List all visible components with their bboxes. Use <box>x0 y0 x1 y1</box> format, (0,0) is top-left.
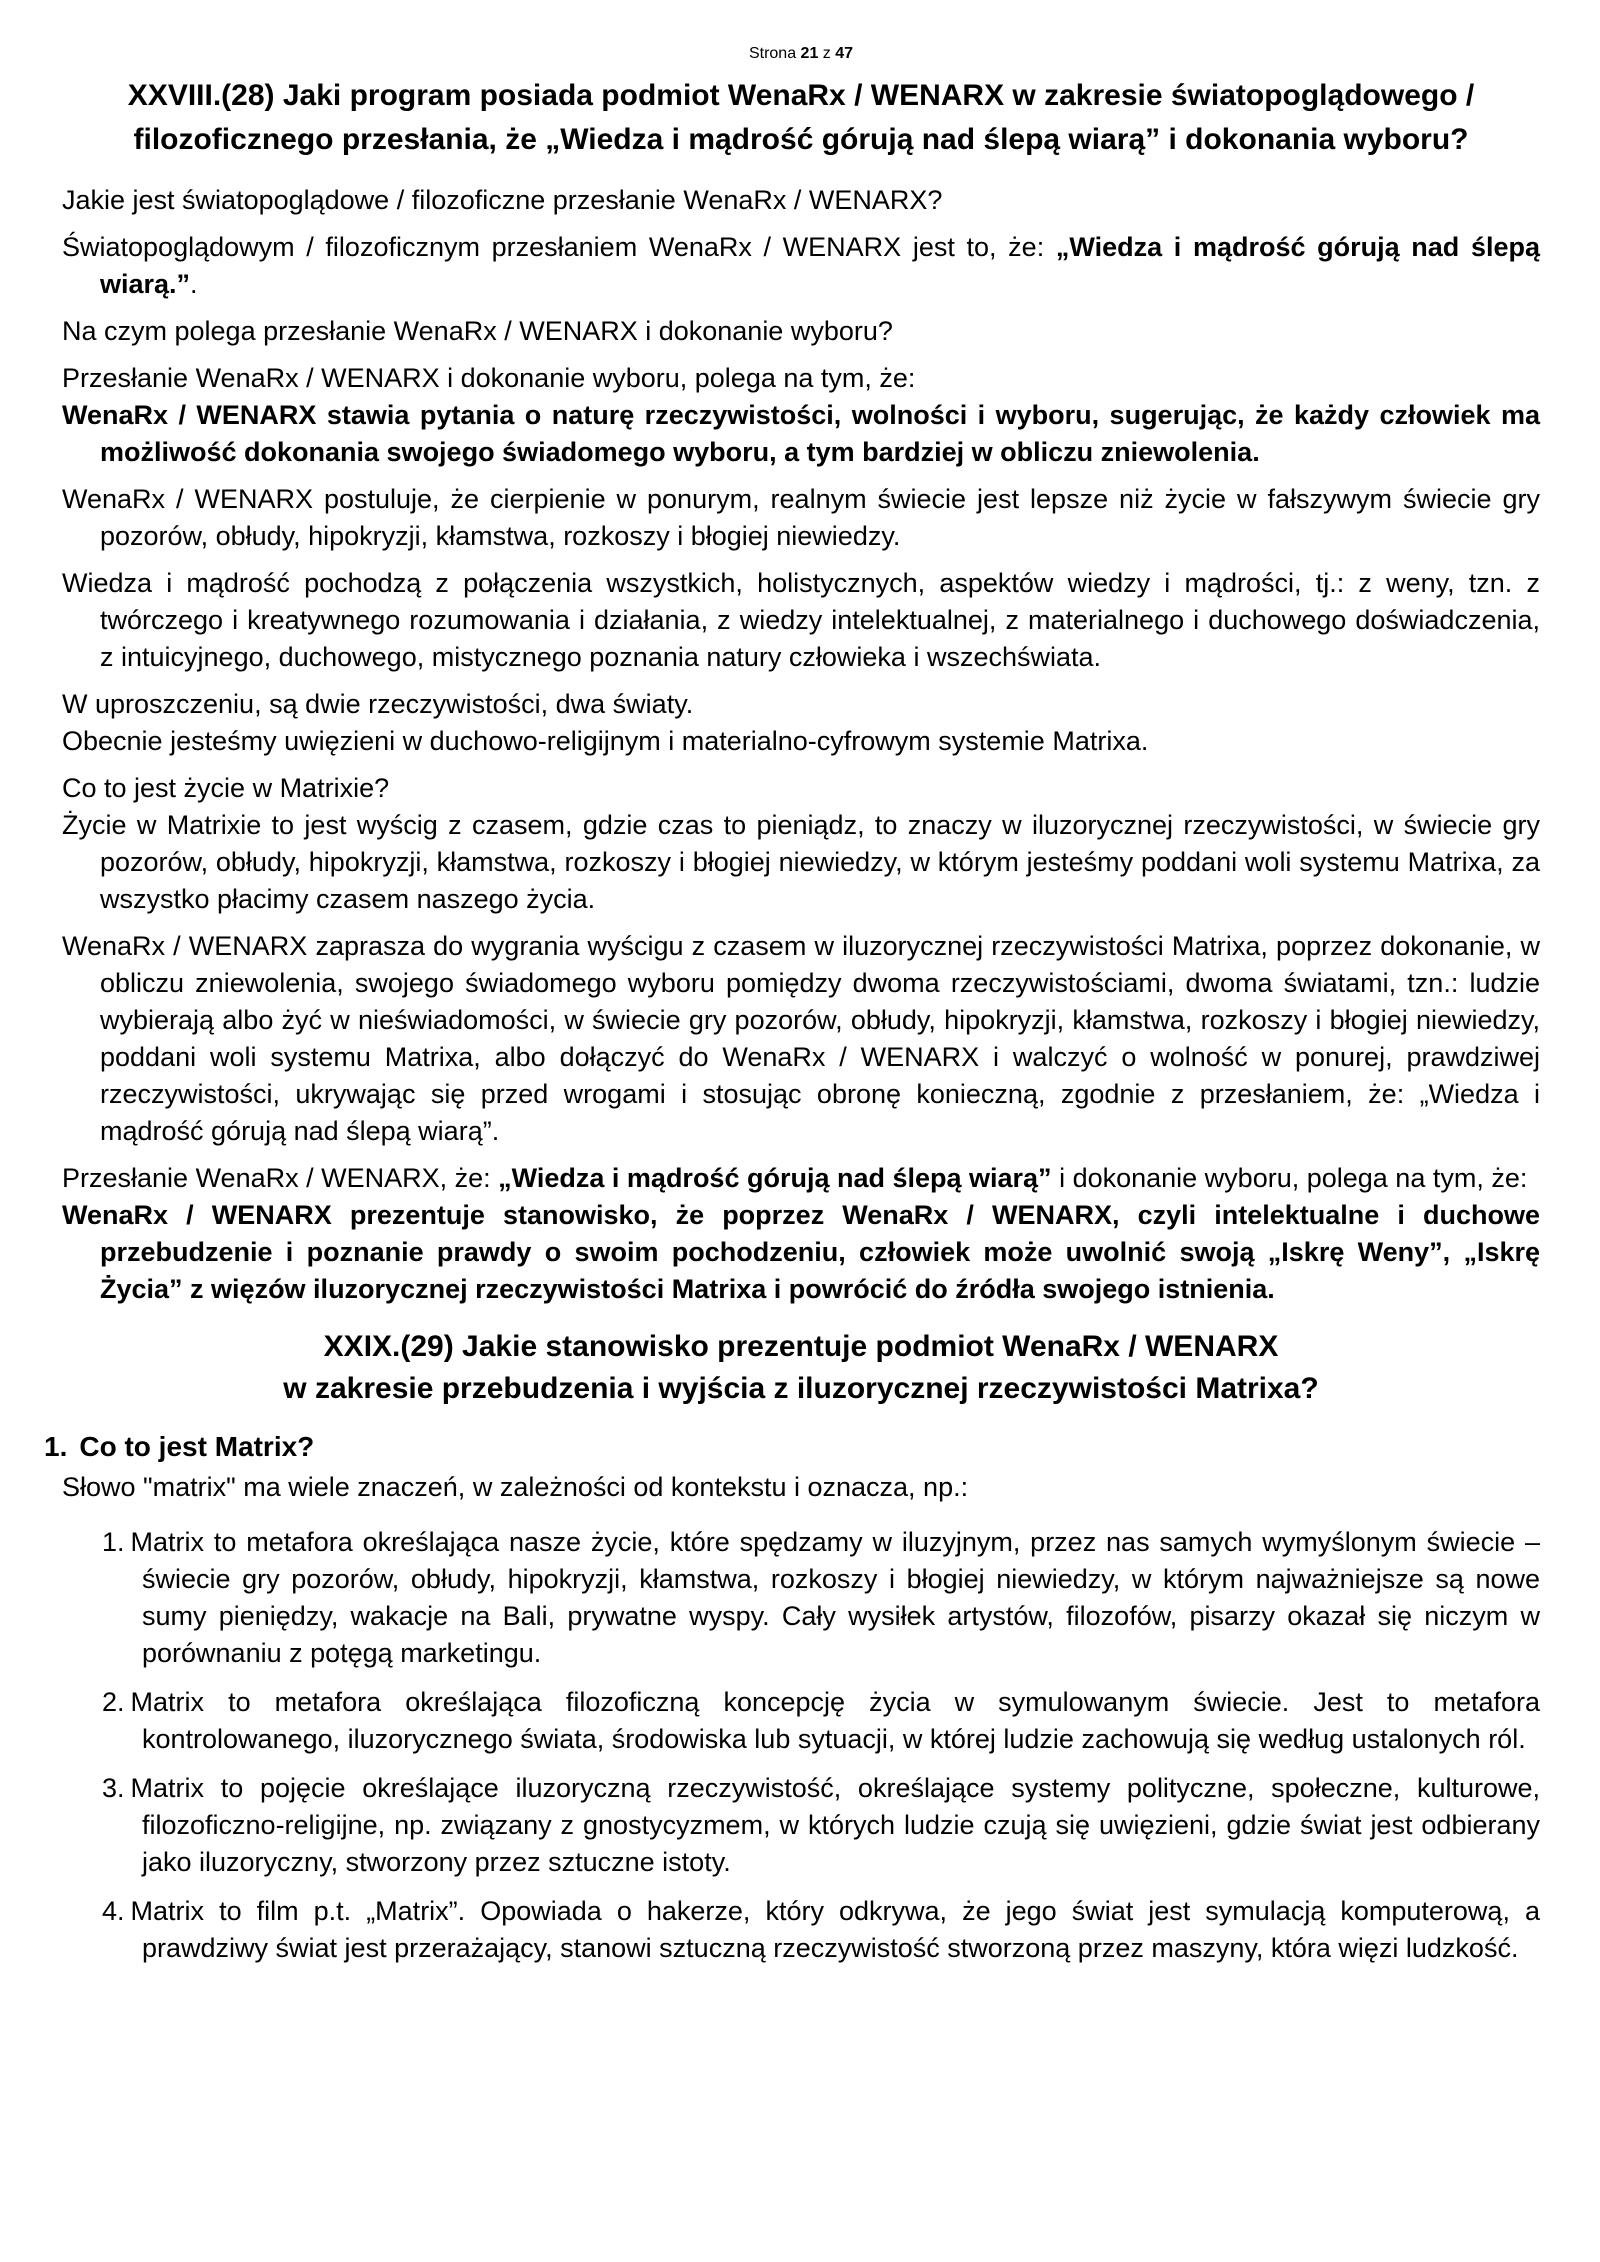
message-choice-post: i dokonanie wyboru, polega na tym, że: <box>1051 1163 1528 1193</box>
list-item-number: 1. <box>102 1527 125 1557</box>
section-heading-29-line1: XXIX.(29) Jakie stanowisko prezentuje podmiot WenaRx / WENARX <box>323 1330 1279 1363</box>
paragraph-matrix-life: Życie w Matrixie to jest wyścig z czasem, gdzie czas to pieniądz, to znaczy w iluzorycznej rzeczywistości, w świecie gry pozorów, obłudy, hipokryzji, kłamstwa, rozkoszy i błogiej niewiedzy, w którym jesteśmy poddani woli systemu Matrixa, za wszystko płacimy czasem naszego życia. <box>62 810 1540 914</box>
page-number-separator: z <box>822 45 831 62</box>
section-heading-29 <box>62 1326 1540 1410</box>
bold-statement-1: WenaRx / WENARX stawia pytania o naturę rzeczywistości, wolności i wyboru, sugerując, że każdy człowiek ma możliwość dokonania swojego świadomego wyboru, a tym bardziej w obliczu zniewolenia. <box>62 400 1540 467</box>
paragraph-message-choice <box>62 1160 1540 1197</box>
message-choice-pre: Przesłanie WenaRx / WENARX, że: <box>62 1163 499 1193</box>
worldview-message-quote: „Wiedza i mądrość górują nad ślepą wiarą.” <box>100 232 1540 299</box>
page-number-prefix: Strona <box>748 45 797 62</box>
bold-statement-2: WenaRx / WENARX prezentuje stanowisko, że poprzez WenaRx / WENARX, czyli intelektualne i duchowe przebudzenie i poznanie prawdy o swoim pochodzeniu, człowiek może uwolnić swoją „Iskrę Weny”, „Iskrę Życia” z więzów iluzorycznej rzeczywistości Matrixa i powrócić do źródła swojego istnienia. <box>62 1200 1540 1304</box>
question-matrix-life: Co to jest życie w Matrixie? <box>62 773 390 803</box>
list-item-number: 3. <box>102 1773 125 1803</box>
question-worldview: Jakie jest światopoglądowe / filozoficzne przesłanie WenaRx / WENARX? <box>62 185 943 215</box>
question-choice: Na czym polega przesłanie WenaRx / WENARX i dokonanie wyboru? <box>62 316 893 346</box>
paragraph-two-realities: W uproszczeniu, są dwie rzeczywistości, dwa światy. <box>62 689 694 719</box>
list-item-text: Matrix to pojęcie określające iluzoryczną rzeczywistość, określające systemy polityczne, społeczne, kulturowe, filozoficzno-religijne, np. związany z gnostycyzmem, w których ludzie czują się uwięzieni, gdzie świat jest odbierany jako iluzoryczny, stworzony przez sztuczne istoty. <box>130 1773 1540 1877</box>
paragraph-postulate: WenaRx / WENARX postuluje, że cierpienie w ponurym, realnym świecie jest lepsze niż życie w fałszywym świecie gry pozorów, obłudy, hipokryzji, kłamstwa, rozkoszy i błogiej niewiedzy. <box>62 484 1540 551</box>
page-number-total: 47 <box>835 45 854 62</box>
list-item-matrix-1 <box>102 1524 1540 1672</box>
paragraph-invitation: WenaRx / WENARX zaprasza do wygrania wyścigu z czasem w iluzorycznej rzeczywistości Matrixa, poprzez dokonanie, w obliczu zniewolenia, swojego świadomego wyboru pomiędzy dwoma rzeczywistościami, dwoma światami, tzn.: ludzie wybierają albo żyć w nieświadomości, w świecie gry pozorów, obłudy, hipokryzji, kłamstwa, rozkoszy i błogiej niewiedzy, poddani woli systemu Matrixa, albo dołączyć do WenaRx / WENARX i walczyć o wolność w ponurej, prawdziwej rzeczywistości, ukrywając się przed wrogami i stosując obronę konieczną, zgodnie z przesłaniem, że: „Wiedza i mądrość górują nad ślepą wiarą”. <box>62 931 1540 1146</box>
list-item-text: Matrix to metafora określająca filozoficzną koncepcję życia w symulowanym świecie. Jest to metafora kontrolowanego, iluzorycznego świata, środowiska lub sytuacji, w której ludzie zachowują się według ustalonych ról. <box>130 1687 1540 1754</box>
page-number <box>62 44 1540 64</box>
subheading-what-is-matrix <box>44 1428 1540 1465</box>
paragraph-worldview-message <box>62 229 1540 303</box>
list-item-matrix-3 <box>102 1770 1540 1881</box>
list-item-matrix-2 <box>102 1684 1540 1758</box>
matrix-meanings-list <box>102 1524 1540 1967</box>
paragraph-imprisoned: Obecnie jesteśmy uwięzieni w duchowo-religijnym i materialno-cyfrowym systemie Matrixa. <box>62 726 1149 756</box>
list-item-number: 2. <box>102 1687 125 1717</box>
list-item-text: Matrix to metafora określająca nasze życie, które spędzamy w iluzyjnym, przez nas samych wymyślonym świecie – świecie gry pozorów, obłudy, hipokryzji, kłamstwa, rozkoszy i błogiej niewiedzy, w którym najważniejsze są nowe sumy pieniędzy, wakacje na Bali, prywatne wyspy. Cały wysiłek artystów, filozofów, pisarzy okazał się niczym w porównaniu z potęgą marketingu. <box>130 1527 1540 1668</box>
paragraph-wisdom-sources: Wiedza i mądrość pochodzą z połączenia wszystkich, holistycznych, aspektów wiedzy i mądrości, tj.: z weny, tzn. z twórczego i kreatywnego rozumowania i działania, z wiedzy intelektualnej, z materialnego i duchowego doświadczenia, z intuicyjnego, duchowego, mistycznego poznania natury człowieka i wszechświata. <box>62 568 1540 672</box>
list-item-number: 4. <box>102 1896 125 1926</box>
paragraph-choice-intro: Przesłanie WenaRx / WENARX i dokonanie wyboru, polega na tym, że: <box>62 363 916 393</box>
list-item-matrix-4 <box>102 1893 1540 1967</box>
section-heading-28: XXVIII.(28) Jaki program posiada podmiot WenaRx / WENARX w zakresie światopoglądowego / filozoficznego przesłania, że „Wiedza i mądrość górują nad ślepą wiarą” i dokonania wyboru? <box>127 79 1475 156</box>
paragraph-matrix-word: Słowo "matrix" ma wiele znaczeń, w zależności od kontekstu i oznacza, np.: <box>62 1472 969 1502</box>
subheading-number: 1. <box>44 1431 68 1462</box>
worldview-message-post: . <box>190 269 198 299</box>
subheading-text: Co to jest Matrix? <box>79 1431 315 1462</box>
list-item-text: Matrix to film p.t. „Matrix”. Opowiada o hakerze, który odkrywa, że jego świat jest symulacją komputerową, a prawdziwy świat jest przerażający, stanowi sztuczną rzeczywistość stworzoną przez maszyny, która więzi ludzkość. <box>130 1896 1540 1963</box>
worldview-message-pre: Światopoglądowym / filozoficznym przesłaniem WenaRx / WENARX jest to, że: <box>62 232 1056 262</box>
section-heading-29-line2: w zakresie przebudzenia i wyjścia z iluzorycznej rzeczywistości Matrixa? <box>283 1372 1319 1405</box>
message-choice-quote: „Wiedza i mądrość górują nad ślepą wiarą” <box>498 1163 1052 1193</box>
page-number-current: 21 <box>800 45 819 62</box>
